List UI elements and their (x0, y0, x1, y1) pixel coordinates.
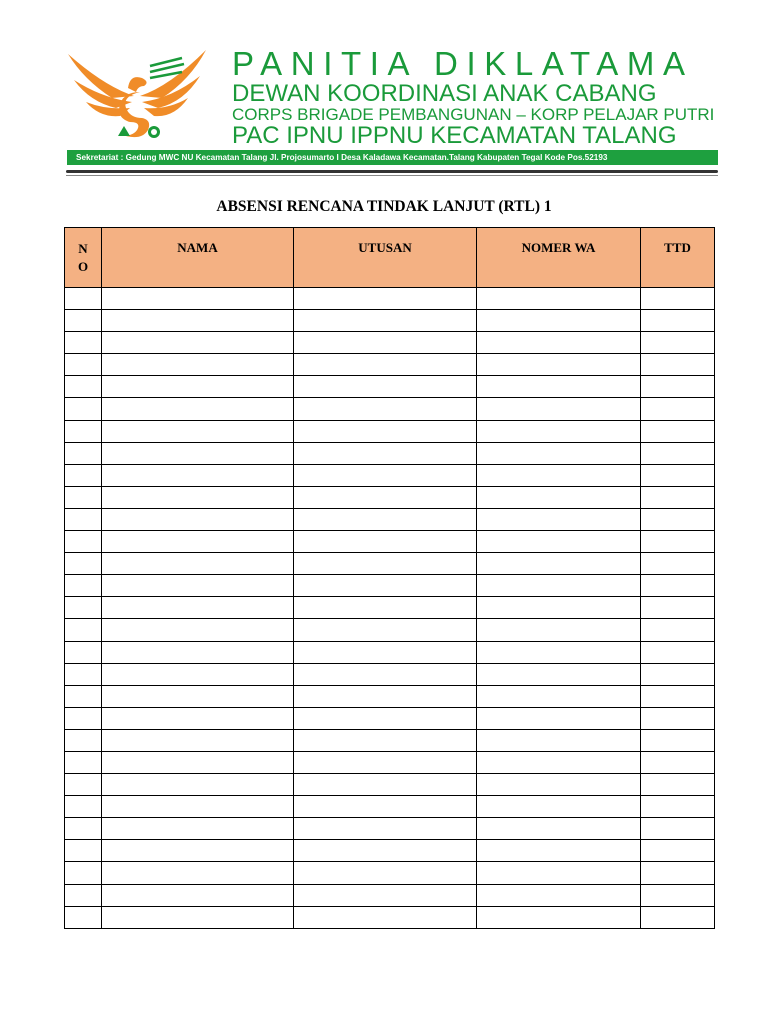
cell-ttd[interactable] (641, 508, 715, 530)
cell-ttd[interactable] (641, 818, 715, 840)
table-row (65, 442, 715, 464)
council-title: DEWAN KOORDINASI ANAK CABANG (232, 80, 657, 107)
cell-nama[interactable] (102, 840, 294, 862)
cell-no[interactable] (65, 442, 102, 464)
cell-ttd[interactable] (641, 531, 715, 553)
cell-ttd[interactable] (641, 486, 715, 508)
cell-ttd[interactable] (641, 442, 715, 464)
cell-nama[interactable] (102, 641, 294, 663)
cell-utusan[interactable] (294, 553, 477, 575)
cell-no[interactable] (65, 619, 102, 641)
cell-utusan[interactable] (294, 685, 477, 707)
cell-no[interactable] (65, 398, 102, 420)
table-row (65, 663, 715, 685)
cell-utusan[interactable] (294, 862, 477, 884)
cell-nomer-wa[interactable] (477, 354, 641, 376)
cell-nomer-wa[interactable] (477, 464, 641, 486)
cell-nama[interactable] (102, 906, 294, 928)
table-row (65, 332, 715, 354)
cell-nomer-wa[interactable] (477, 774, 641, 796)
table-row (65, 486, 715, 508)
cell-ttd[interactable] (641, 862, 715, 884)
cell-no[interactable] (65, 464, 102, 486)
cell-utusan[interactable] (294, 332, 477, 354)
cell-nama[interactable] (102, 354, 294, 376)
cell-utusan[interactable] (294, 840, 477, 862)
table-row (65, 774, 715, 796)
cell-no[interactable] (65, 862, 102, 884)
cell-nomer-wa[interactable] (477, 751, 641, 773)
cell-no[interactable] (65, 641, 102, 663)
cell-nomer-wa[interactable] (477, 729, 641, 751)
cell-nama[interactable] (102, 663, 294, 685)
cell-nomer-wa[interactable] (477, 575, 641, 597)
cell-no[interactable] (65, 531, 102, 553)
cell-nomer-wa[interactable] (477, 310, 641, 332)
cell-nomer-wa[interactable] (477, 619, 641, 641)
cell-utusan[interactable] (294, 729, 477, 751)
cell-no[interactable] (65, 332, 102, 354)
table-row (65, 420, 715, 442)
cell-utusan[interactable] (294, 442, 477, 464)
table-row (65, 597, 715, 619)
cell-nomer-wa[interactable] (477, 398, 641, 420)
table-row (65, 376, 715, 398)
cell-ttd[interactable] (641, 774, 715, 796)
cell-utusan[interactable] (294, 464, 477, 486)
column-header-utusan: UTUSAN (294, 228, 477, 288)
cell-utusan[interactable] (294, 575, 477, 597)
cell-nama[interactable] (102, 486, 294, 508)
table-header-row (65, 228, 715, 288)
cell-nama[interactable] (102, 862, 294, 884)
cell-nomer-wa[interactable] (477, 884, 641, 906)
cell-nama[interactable] (102, 420, 294, 442)
table-row (65, 906, 715, 928)
header-rule-thick (66, 170, 718, 173)
cell-ttd[interactable] (641, 729, 715, 751)
cell-utusan[interactable] (294, 641, 477, 663)
document-title: ABSENSI RENCANA TINDAK LANJUT (RTL) 1 (216, 198, 552, 215)
cell-ttd[interactable] (641, 354, 715, 376)
cell-utusan[interactable] (294, 818, 477, 840)
cell-utusan[interactable] (294, 663, 477, 685)
cell-utusan[interactable] (294, 486, 477, 508)
cell-nama[interactable] (102, 398, 294, 420)
cell-utusan[interactable] (294, 707, 477, 729)
cell-nomer-wa[interactable] (477, 597, 641, 619)
cell-utusan[interactable] (294, 619, 477, 641)
cell-ttd[interactable] (641, 751, 715, 773)
table-row (65, 531, 715, 553)
cell-no[interactable] (65, 774, 102, 796)
cell-no[interactable] (65, 729, 102, 751)
table-row (65, 310, 715, 332)
cell-nomer-wa[interactable] (477, 906, 641, 928)
cell-nama[interactable] (102, 575, 294, 597)
cell-no[interactable] (65, 575, 102, 597)
cell-nama[interactable] (102, 751, 294, 773)
cell-no[interactable] (65, 840, 102, 862)
cell-utusan[interactable] (294, 508, 477, 530)
cell-utusan[interactable] (294, 376, 477, 398)
cell-nama[interactable] (102, 464, 294, 486)
cell-utusan[interactable] (294, 288, 477, 310)
cell-nomer-wa[interactable] (477, 796, 641, 818)
phoenix-emblem-icon (64, 46, 210, 144)
table-row (65, 884, 715, 906)
cell-utusan[interactable] (294, 531, 477, 553)
cell-nomer-wa[interactable] (477, 840, 641, 862)
cell-nomer-wa[interactable] (477, 420, 641, 442)
column-header-no: N O (65, 228, 102, 288)
cell-ttd[interactable] (641, 332, 715, 354)
cell-ttd[interactable] (641, 376, 715, 398)
cell-no[interactable] (65, 420, 102, 442)
cell-nama[interactable] (102, 685, 294, 707)
column-header-nomer-wa: NOMER WA (477, 228, 641, 288)
cell-ttd[interactable] (641, 663, 715, 685)
cell-no[interactable] (65, 288, 102, 310)
column-header-nama: NAMA (102, 228, 294, 288)
cell-nama[interactable] (102, 619, 294, 641)
cell-nama[interactable] (102, 818, 294, 840)
cell-nomer-wa[interactable] (477, 288, 641, 310)
letterhead-text (232, 45, 715, 149)
cell-nama[interactable] (102, 376, 294, 398)
cell-nomer-wa[interactable] (477, 376, 641, 398)
cell-ttd[interactable] (641, 840, 715, 862)
header-rule-thin (66, 175, 718, 176)
cell-nama[interactable] (102, 442, 294, 464)
cell-nama[interactable] (102, 884, 294, 906)
table-row (65, 288, 715, 310)
cell-ttd[interactable] (641, 398, 715, 420)
table-row (65, 729, 715, 751)
cell-ttd[interactable] (641, 906, 715, 928)
cell-ttd[interactable] (641, 641, 715, 663)
cell-no[interactable] (65, 553, 102, 575)
cell-nama[interactable] (102, 332, 294, 354)
cell-nama[interactable] (102, 553, 294, 575)
cell-ttd[interactable] (641, 575, 715, 597)
table-row (65, 818, 715, 840)
cell-nomer-wa[interactable] (477, 707, 641, 729)
cell-nama[interactable] (102, 508, 294, 530)
cell-ttd[interactable] (641, 597, 715, 619)
cell-no[interactable] (65, 884, 102, 906)
cell-nomer-wa[interactable] (477, 818, 641, 840)
cell-nama[interactable] (102, 288, 294, 310)
table-row (65, 641, 715, 663)
cell-no[interactable] (65, 818, 102, 840)
cell-no[interactable] (65, 685, 102, 707)
table-row (65, 862, 715, 884)
table-row (65, 751, 715, 773)
cell-ttd[interactable] (641, 884, 715, 906)
cell-no[interactable] (65, 508, 102, 530)
cell-ttd[interactable] (641, 464, 715, 486)
cell-utusan[interactable] (294, 398, 477, 420)
cell-ttd[interactable] (641, 288, 715, 310)
table-row (65, 354, 715, 376)
cell-nomer-wa[interactable] (477, 862, 641, 884)
cell-nomer-wa[interactable] (477, 332, 641, 354)
cell-utusan[interactable] (294, 796, 477, 818)
corps-title: CORPS BRIGADE PEMBANGUNAN – KORP PELAJAR PUTRI (232, 105, 715, 124)
table-row (65, 840, 715, 862)
cell-nama[interactable] (102, 707, 294, 729)
cell-utusan[interactable] (294, 906, 477, 928)
cell-utusan[interactable] (294, 354, 477, 376)
cell-no[interactable] (65, 310, 102, 332)
cell-ttd[interactable] (641, 420, 715, 442)
cell-utusan[interactable] (294, 884, 477, 906)
cell-nama[interactable] (102, 597, 294, 619)
cell-nama[interactable] (102, 310, 294, 332)
table-row (65, 619, 715, 641)
column-header-ttd: TTD (641, 228, 715, 288)
attendance-table (64, 227, 715, 929)
cell-nomer-wa[interactable] (477, 531, 641, 553)
cell-ttd[interactable] (641, 310, 715, 332)
cell-ttd[interactable] (641, 685, 715, 707)
cell-nama[interactable] (102, 729, 294, 751)
cell-utusan[interactable] (294, 310, 477, 332)
cell-nomer-wa[interactable] (477, 663, 641, 685)
cell-utusan[interactable] (294, 751, 477, 773)
cell-ttd[interactable] (641, 707, 715, 729)
cell-utusan[interactable] (294, 774, 477, 796)
cell-no[interactable] (65, 751, 102, 773)
secretariat-address: Sekretariat : Gedung MWC NU Kecamatan Talang Jl. Projosumarto I Desa Kaladawa Kecamatan.Talang Kabupaten Tegal Kode Pos.52193 (67, 150, 718, 165)
cell-ttd[interactable] (641, 619, 715, 641)
cell-nomer-wa[interactable] (477, 508, 641, 530)
cell-no[interactable] (65, 906, 102, 928)
committee-title: PANITIA DIKLATAMA (232, 45, 694, 82)
cell-ttd[interactable] (641, 553, 715, 575)
cell-no[interactable] (65, 486, 102, 508)
table-row (65, 796, 715, 818)
cell-utusan[interactable] (294, 420, 477, 442)
cell-no[interactable] (65, 354, 102, 376)
table-body (65, 288, 715, 929)
table-row (65, 685, 715, 707)
cell-nomer-wa[interactable] (477, 442, 641, 464)
cell-no[interactable] (65, 707, 102, 729)
cell-nama[interactable] (102, 796, 294, 818)
table-row (65, 508, 715, 530)
cell-nomer-wa[interactable] (477, 553, 641, 575)
table-row (65, 553, 715, 575)
cell-nomer-wa[interactable] (477, 685, 641, 707)
table-row (65, 707, 715, 729)
cell-nomer-wa[interactable] (477, 486, 641, 508)
cell-nama[interactable] (102, 774, 294, 796)
cell-nomer-wa[interactable] (477, 641, 641, 663)
cell-no[interactable] (65, 796, 102, 818)
cell-no[interactable] (65, 597, 102, 619)
cell-utusan[interactable] (294, 597, 477, 619)
table-row (65, 464, 715, 486)
table-row (65, 398, 715, 420)
cell-nama[interactable] (102, 531, 294, 553)
cell-ttd[interactable] (641, 796, 715, 818)
cell-no[interactable] (65, 663, 102, 685)
organization-title: PAC IPNU IPPNU KECAMATAN TALANG (232, 122, 677, 149)
table-row (65, 575, 715, 597)
cell-no[interactable] (65, 376, 102, 398)
